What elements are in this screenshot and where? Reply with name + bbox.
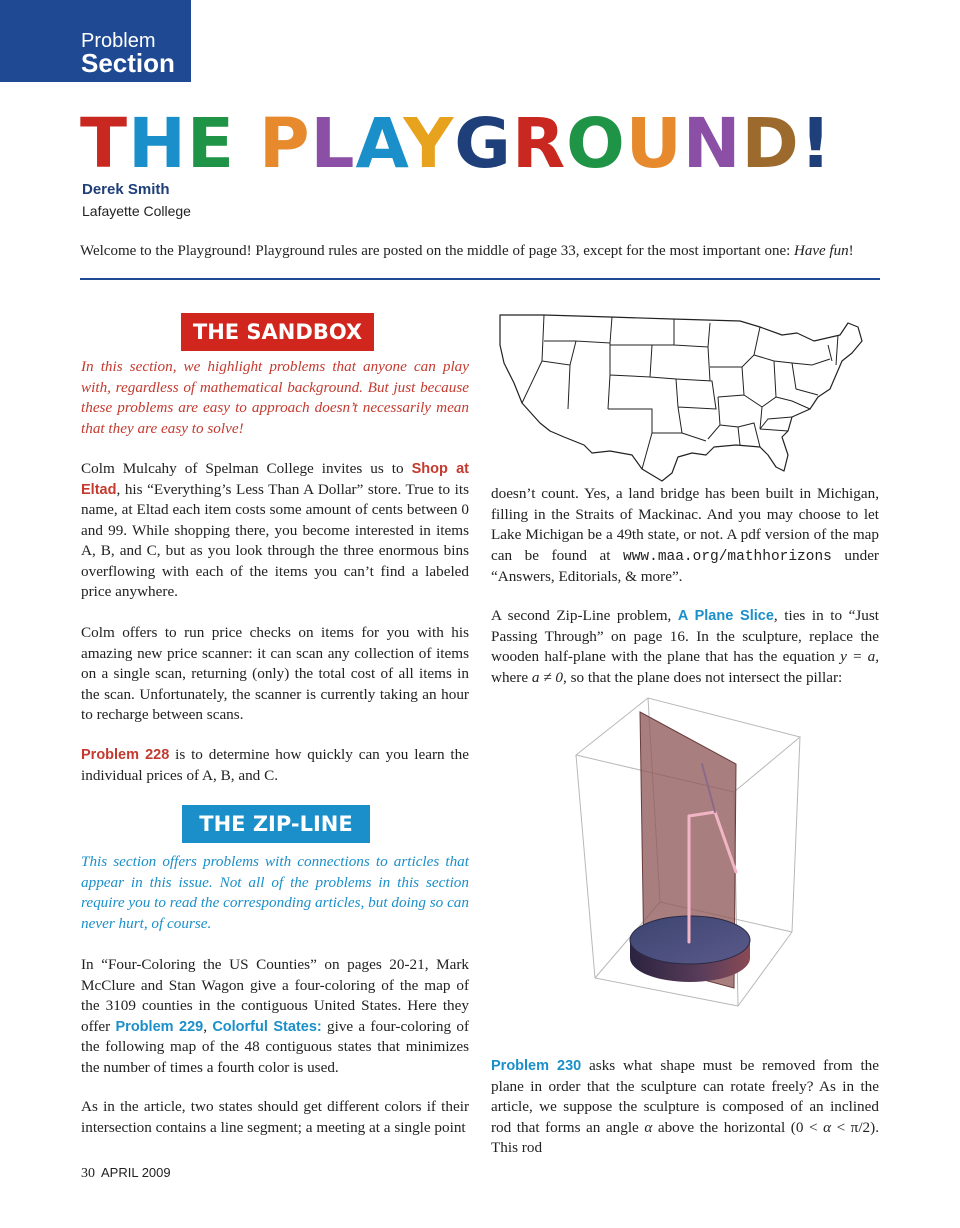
title-letter: P [258, 104, 311, 184]
problem-228-label: Problem 228 [81, 747, 170, 763]
alpha-symbol-2: α [823, 1118, 832, 1136]
section-tab [0, 0, 191, 82]
section-tab-line2: Section [81, 48, 175, 78]
right-p2-mid: , ties in to “Just Passing Through” on page 16. In the sculpture, replace the wooden half-plane with the plane that has the equation [491, 607, 879, 665]
zipline-banner: THE ZIP-LINE [182, 805, 370, 843]
sandbox-p1-start: Colm Mulcahy of Spelman College invites us to [81, 460, 412, 477]
title-letter: Y [403, 104, 455, 184]
right-p1-rest: under “Answers, Editorials, & more”. [491, 546, 879, 585]
welcome-emphasis: Have fun [794, 243, 849, 259]
plane-slice-label: A Plane Slice [677, 608, 774, 624]
header-divider [80, 278, 880, 280]
title-letter: O [566, 104, 626, 184]
zipline-p1-sep: , [203, 1017, 213, 1035]
problem-230-label: Problem 230 [491, 1058, 582, 1074]
issue-date: APRIL 2009 [101, 1165, 171, 1180]
welcome-text [80, 243, 900, 260]
zipline-intro-text: This section offers problems with connections to articles that appear in this issue. Not all of the problems in this section require you to read the corresponding articles, but doing so can never hurt, of course. [81, 853, 469, 932]
us-outline [500, 315, 862, 481]
title-letter: G [454, 104, 512, 184]
zipline-p1-start: In “Four-Coloring the US Counties” on pages 20-21, Mark McClure and Stan Wagon give a four-coloring of the map of the 3109 counties in the contiguous United States. Here they offer [81, 956, 469, 1035]
sandbox-p1-rest: , his “Everything’s Less Than A Dollar” store. True to its name, at Eltad each item costs some amount of cents between 0 and 99. While shopping there, you become interested in items A, B, and C, but as you look through the three enormous bins overflowing with each of the items you can’t find a labeled price anywhere. [81, 480, 469, 600]
page-number: 30 [81, 1166, 95, 1181]
zipline-p1-rest: give a four-coloring of the following map of the 48 contiguous states that minimizes the number of times a fourth color is used. [81, 1017, 470, 1076]
sandbox-banner: THE SANDBOX [181, 313, 374, 351]
us-states-map [492, 305, 880, 483]
right-para-1 [491, 484, 879, 588]
sculpture-figure [560, 692, 810, 1014]
right-p3-end: < π/2). This rod [491, 1118, 879, 1156]
page-footer [81, 1165, 171, 1182]
sandbox-para-2 [81, 623, 469, 726]
sandbox-p2-text: Colm offers to run price checks on items for you with his amazing new price scanner: it can scan any collection of items on a single scan, returning (only) the total cost of all items in the scan. Unfortunately, the scanner is currently taking an hour to recharge between scans. [81, 624, 469, 723]
author-affiliation: Lafayette College [82, 203, 191, 219]
right-p2-where: , where [491, 648, 879, 686]
sandbox-p3-text: is to determine how quickly can you learn the individual prices of A, B, and C. [81, 746, 469, 784]
sandbox-para-1 [81, 459, 469, 603]
zipline-intro [81, 852, 469, 934]
zipline-p2-text: As in the article, two states should get different colors if their intersection contains a line segment; a meeting at a single point [81, 1098, 469, 1136]
welcome-end: ! [848, 243, 854, 259]
right-p3-start: asks what shape must be removed from the plane in order that the sculpture can rotate freely? As in the article, we suppose the sculpture is composed of an inclined rod that forms an angle [491, 1057, 879, 1136]
problem-229-label: Problem 229 [115, 1018, 204, 1035]
welcome-body: Welcome to the Playground! Playground rules are posted on the middle of page 33, except for the most important one: [80, 243, 795, 259]
title-letter: D [741, 104, 800, 184]
title-letter: A [355, 104, 404, 184]
author-name: Derek Smith [82, 181, 170, 198]
right-p2-end: , so that the plane does not intersect the pillar: [563, 668, 843, 686]
shop-at-eltad-link: Shop at Eltad [81, 461, 469, 498]
sandbox-para-3 [81, 745, 469, 786]
page-title [80, 104, 832, 184]
right-p2-start: A second Zip-Line problem, [491, 607, 678, 624]
maa-url: www.maa.org/mathhorizons [623, 548, 832, 565]
right-p1-start: doesn’t count. Yes, a land bridge has been built in Michigan, filling in the Straits of Mackinac. And you may choose to let Lake Michigan be a 49th state, or not. A pdf version of the map can be found at [491, 485, 879, 564]
title-letter: H [128, 104, 187, 184]
equation-a-neq-0: a ≠ 0 [531, 668, 564, 686]
title-letter: R [511, 104, 567, 184]
right-para-2 [491, 606, 879, 688]
sandbox-intro-text: In this section, we highlight problems that anyone can play with, regardless of mathematical background. But just because these problems are easy to approach doesn’t necessarily mean that they are easy to solve! [81, 358, 469, 437]
colorful-states-label: Colorful States: [212, 1018, 322, 1035]
equation-y-eq-a: y = a [840, 648, 876, 665]
title-letter: L [310, 104, 356, 184]
title-letter: E [186, 104, 235, 184]
alpha-symbol-1: α [644, 1118, 653, 1136]
title-letter: U [625, 104, 683, 184]
section-tab-line1: Problem [81, 30, 156, 52]
zipline-para-1 [81, 955, 469, 1078]
title-letter: ! [799, 104, 833, 184]
zipline-para-2 [81, 1097, 469, 1138]
right-para-3 [491, 1056, 879, 1159]
title-letter: N [682, 104, 742, 184]
right-p3-mid: above the horizontal (0 < [652, 1118, 824, 1136]
title-letter: T [80, 104, 129, 184]
sandbox-intro [81, 357, 469, 439]
